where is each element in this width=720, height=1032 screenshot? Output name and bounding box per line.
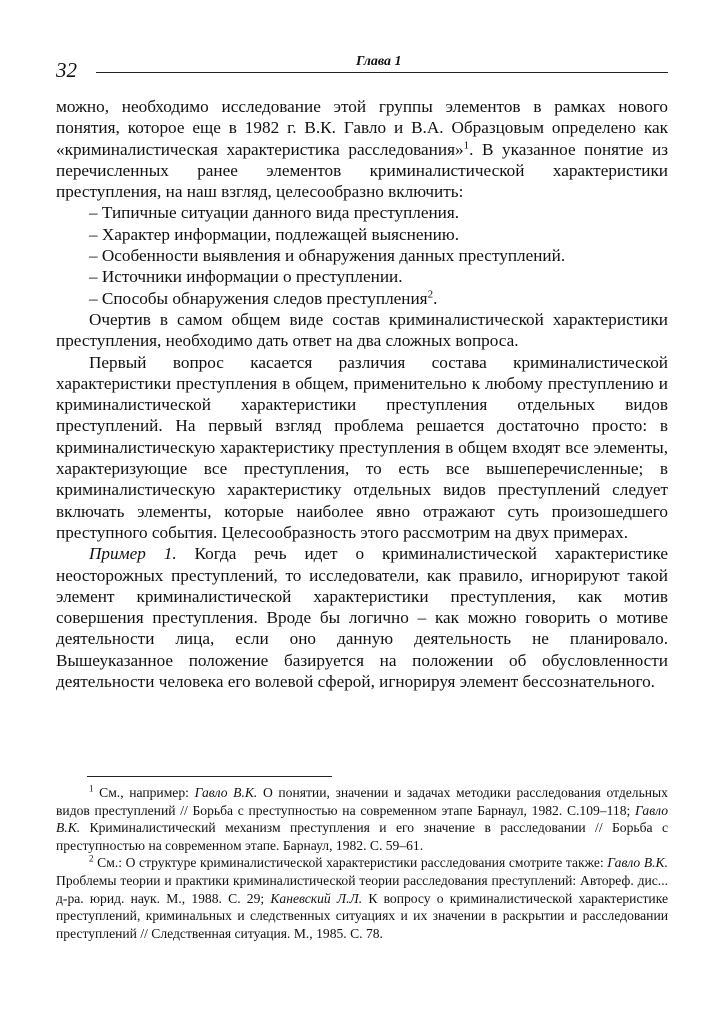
footnote-rule [87,776,332,777]
page-header [56,52,668,82]
header-rule [96,72,668,73]
intro-paragraph: можно, необходимо исследование этой группы элементов в рамках нового понятия, которое еще в 1982 г. В.К. Гавло и В.А. Образцовым определено как «криминалистическая характеристика расследования»$^1$. В указанное понятие из перечисленных ранее элементов криминалистической характеристики преступления, на наш взгляд, целесообразно включить: [56,97,668,202]
footnote-mark: 1 [89,783,94,794]
footnotes [56,784,668,942]
list-item: – Характер информации, подлежащей выяснению. [89,224,460,244]
list-item: – Способы обнаружения следов преступления$^2$. [89,287,438,308]
main-text [56,96,668,692]
paragraph: Очертив в самом общем виде состав криминалистической характеристики преступления, необходимо дать ответ на два сложных вопроса. [56,309,668,351]
footnote-ref-1[interactable]: 1 [463,138,470,151]
footnote-author: Гавло В.К. [194,785,258,800]
paragraph: Первый вопрос касается различия состава криминалистической характеристики преступления в общем, применительно к любому преступлению и криминалистической характеристики преступления отдельных видов преступлений. На первый взгляд проблема решается достаточно просто: в криминалистическую характеристику преступления в общем входят все элементы, характеризующие все преступления, то есть все вышеперечисленные; в криминалистическую характеристику отдельных видов преступлений следует включать элементы, которые наиболее явно отражают суть произошедшего преступного события. Целесообразность этого рассмотрим на двух примерах. [56,352,668,542]
list-item: – Типичные ситуации данного вида преступления. [89,203,460,223]
paragraph-example: Пример 1. Когда речь идет о криминалистической характеристике неосторожных преступлений, то исследователи, как правило, игнорируют такой элемент криминалистической характеристики преступления, как мотив совершения преступления. Вроде бы логично – как можно говорить о мотиве деятельности лица, если оно данную деятельность не планировало. Вышеуказанное положение базируется на положении об обусловленности деятельности человека его волевой сферой, игнорируя элемент бессознательного. [56,544,668,692]
list-item: – Особенности выявления и обнаружения данных преступлений. [89,246,566,266]
footnote-2: $^2$ См.: О структуре криминалистической характеристики расследования смотрите также: Гавло В.К. Проблемы теории и практики криминалистической теории расследования преступлений: Автореф. дис... д-ра. юрид. наук. М., 1988. С. 29; Каневский Л.Л. К вопросу о криминалистической характеристике преступлений, криминальных и следственных ситуациях и их значении в раскрытии и расследовании преступлений // Следственная ситуация. М., 1985. С. 78. [56,853,668,941]
list-item: – Источники информации о преступлении. [89,267,403,287]
elements-list [56,202,668,308]
running-head-chapter: Глава 1 [356,54,402,69]
footnote-author: Гавло В.К. [56,802,668,836]
footnote-author: Гавло В.К. [607,855,668,871]
example-label: Пример 1. [89,544,177,564]
footnote-1: $^1$ См., например: Гавло В.К. О понятии, значении и задачах методики расследования отдельных видов преступлений // Борьба с преступностью на современном этапе Барнаул, 1982. С.109–118; Гавло В.К. Криминалистический механизм преступления и его значение в расследовании // Борьба с преступностью на современном этапе. Барнаул, 1982. С. 59–61. [56,783,668,853]
footnote-ref-2[interactable]: 2 [427,287,434,300]
footnote-mark: 2 [89,853,94,864]
page-number: 32 [56,58,77,82]
footnote-author: Каневский Л.Л. [270,890,363,906]
